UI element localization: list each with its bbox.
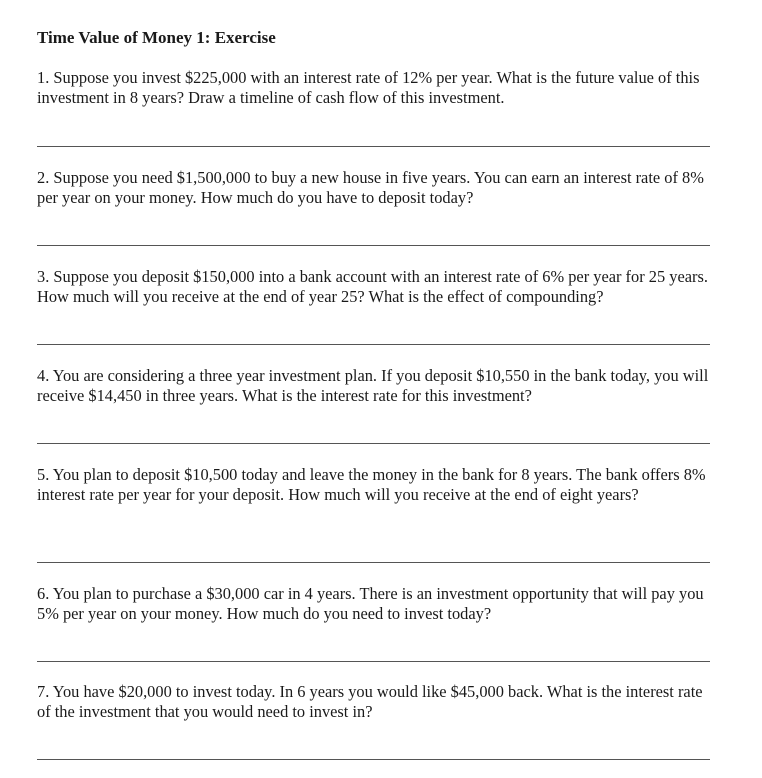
question-1: 1. Suppose you invest $225,000 with an interest rate of 12% per year. What is the future value of this investment in 8 years? Draw a timeline of cash flow of this investment. [37, 68, 700, 107]
question-5: 5. You plan to deposit $10,500 today and leave the money in the bank for 8 years. The bank offers 8% interest rate per year for your deposit. How much will you receive at the end of eight years? [37, 465, 706, 504]
question-4: 4. You are considering a three year investment plan. If you deposit $10,550 in the bank today, you will receive $14,450 in three years. What is the interest rate for this investment? [37, 366, 709, 405]
answer-line-1 [37, 146, 710, 147]
answer-line-4 [37, 443, 710, 444]
worksheet-title: Time Value of Money 1: Exercise [37, 28, 276, 47]
question-6: 6. You plan to purchase a $30,000 car in 4 years. There is an investment opportunity that will pay you 5% per year on your money. How much do you need to invest today? [37, 584, 704, 623]
answer-line-3 [37, 344, 710, 345]
worksheet-page [37, 28, 712, 721]
answer-line-5 [37, 562, 710, 563]
question-2: 2. Suppose you need $1,500,000 to buy a new house in five years. You can earn an interest rate of 8% per year on your money. How much do you have to deposit today? [37, 168, 704, 207]
answer-line-2 [37, 245, 710, 246]
answer-line-6 [37, 661, 710, 662]
question-3: 3. Suppose you deposit $150,000 into a bank account with an interest rate of 6% per year for 25 years. How much will you receive at the end of year 25? What is the effect of compounding? [37, 267, 708, 306]
question-7: 7. You have $20,000 to invest today. In 6 years you would like $45,000 back. What is the interest rate of the investment that you would need to invest in? [37, 682, 703, 721]
answer-line-7 [37, 759, 710, 760]
